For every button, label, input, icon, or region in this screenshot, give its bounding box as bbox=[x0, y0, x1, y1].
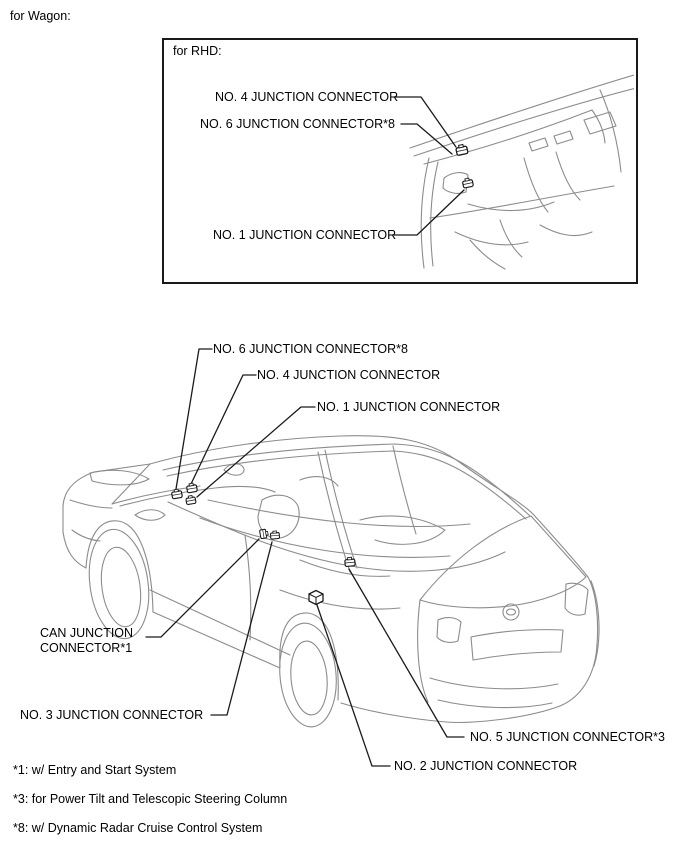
label-main-no2-junction-connector: NO. 2 JUNCTION CONNECTOR bbox=[394, 759, 578, 773]
leader-main-no1 bbox=[197, 407, 315, 497]
connector-can-icon bbox=[259, 529, 268, 539]
leader-main-no4 bbox=[191, 375, 256, 484]
inset-title: for RHD: bbox=[173, 44, 222, 58]
connector-no3-icon bbox=[270, 531, 279, 539]
label-main-can-junction-connector bbox=[40, 626, 133, 656]
label-inset-no1-junction-connector: NO. 1 JUNCTION CONNECTOR bbox=[213, 228, 397, 242]
footnote-entry-start-system: *1: w/ Entry and Start System bbox=[13, 763, 177, 777]
rhd-inset-box bbox=[162, 38, 638, 284]
label-inset-no6-junction-connector: NO. 6 JUNCTION CONNECTOR*8 bbox=[200, 117, 395, 131]
label-inset-no4-junction-connector: NO. 4 JUNCTION CONNECTOR bbox=[215, 90, 399, 104]
label-main-no1-junction-connector: NO. 1 JUNCTION CONNECTOR bbox=[317, 400, 501, 414]
connector-no2-icon bbox=[309, 591, 323, 605]
label-can-line2: CONNECTOR*1 bbox=[40, 641, 133, 655]
page-title: for Wagon: bbox=[10, 9, 71, 23]
footnote-dynamic-radar-cruise: *8: w/ Dynamic Radar Cruise Control System bbox=[13, 821, 263, 835]
footnote-power-tilt-telescopic: *3: for Power Tilt and Telescopic Steering Column bbox=[13, 792, 288, 806]
leader-main-no3 bbox=[211, 542, 272, 715]
connector-no4-icon bbox=[186, 483, 197, 493]
connector-no1-icon bbox=[185, 495, 196, 505]
label-main-no6-junction-connector: NO. 6 JUNCTION CONNECTOR*8 bbox=[213, 342, 408, 356]
label-main-no4-junction-connector: NO. 4 JUNCTION CONNECTOR bbox=[257, 368, 441, 382]
label-main-no5-junction-connector: NO. 5 JUNCTION CONNECTOR*3 bbox=[470, 730, 665, 744]
leader-main-can bbox=[146, 539, 259, 637]
leader-main-no5 bbox=[349, 569, 464, 737]
label-main-no3-junction-connector: NO. 3 JUNCTION CONNECTOR bbox=[20, 708, 204, 722]
wagon-illustration bbox=[63, 436, 599, 730]
label-can-line1: CAN JUNCTION bbox=[40, 626, 134, 640]
